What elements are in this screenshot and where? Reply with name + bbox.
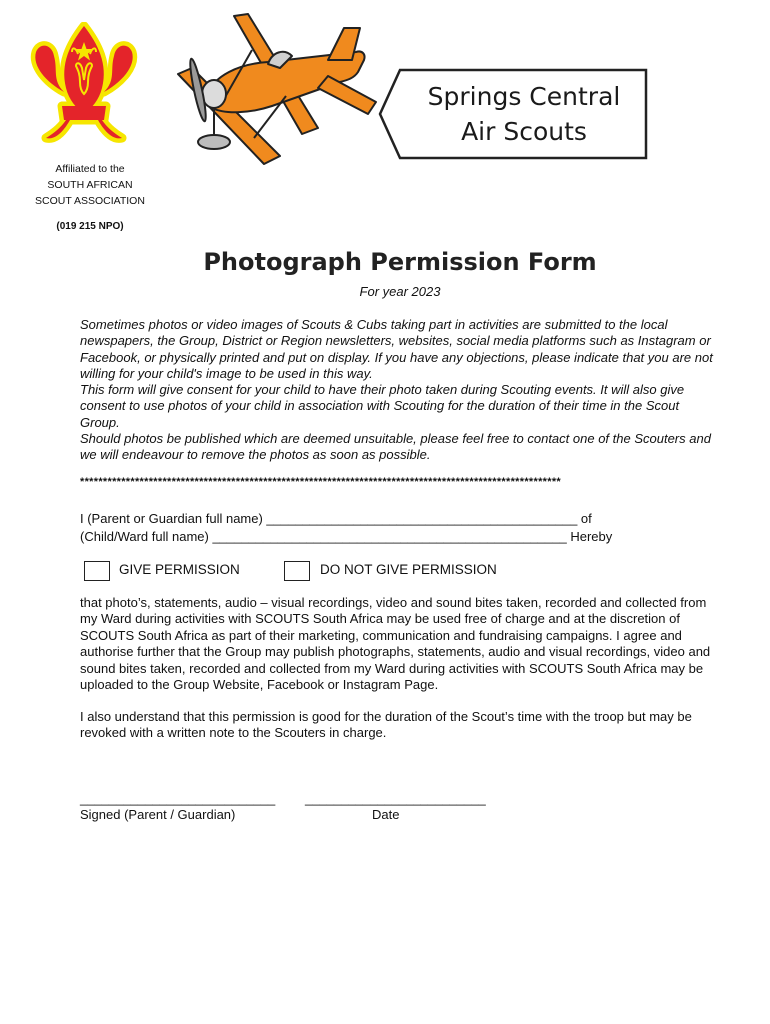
intro-paragraph: Should photos be published which are deemed unsuitable, please feel free to contact one of the Scouters and we will endeavour to remove the photos as soon as possible. <box>80 431 711 463</box>
give-permission-checkbox[interactable] <box>84 561 110 581</box>
signature-label: Signed (Parent / Guardian) <box>80 807 236 822</box>
deny-permission-label: DO NOT GIVE PERMISSION <box>320 562 497 577</box>
signature-field[interactable]: ___________________________ <box>80 791 276 806</box>
consent-paragraph: that photo’s, statements, audio – visual recordings, video and sound bites taken, recorded and collected from my Ward during activities with SCOUTS South Africa may be used free of charge and at the discretion of SCOUTS South Africa as part of their marketing, communication and fundraising campaigns. I agree and authorise further that the Group may publish photographs, statements, audio and visual recordings, video and sound bites taken, recorded and collected from my Ward during activities with SCOUTS South Africa may be uploaded to the Group Website, Facebook or Instagram Page. <box>80 595 711 693</box>
child-name-field[interactable]: (Child/Ward full name) _________________________________________________ Hereby <box>80 529 613 544</box>
fleur-de-lis-icon <box>22 22 147 152</box>
date-label: Date <box>372 807 400 822</box>
club-sign <box>378 68 648 160</box>
affiliation-line-3: SCOUT ASSOCIATION <box>35 195 145 207</box>
deny-permission-checkbox[interactable] <box>284 561 310 581</box>
page-title: Photograph Permission Form <box>203 248 597 276</box>
npo-number: (019 215 NPO) <box>56 221 124 232</box>
separator: ********************************************************************************************************* <box>80 476 561 488</box>
give-permission-label: GIVE PERMISSION <box>119 562 240 577</box>
affiliation-line-2: SOUTH AFRICAN <box>47 179 133 191</box>
sign-line-2: Air Scouts <box>461 117 587 146</box>
sign-line-1: Springs Central <box>427 82 621 111</box>
parent-name-field[interactable]: I (Parent or Guardian full name) ___________________________________________ of <box>80 511 592 526</box>
form-year: For year 2023 <box>359 284 441 299</box>
affiliation-line-1: Affiliated to the <box>55 163 125 175</box>
date-field[interactable]: _________________________ <box>305 791 486 806</box>
intro-paragraph: This form will give consent for your child to have their photo taken during Scouting events. It will also give consent to use photos of your child in association with Scouting for the duration of their time in the Scout Group. <box>80 382 685 430</box>
intro-paragraph: Sometimes photos or video images of Scouts & Cubs taking part in activities are submitted to the local newspapers, the Group, District or Region newsletters, websites, social media platforms such as Instagram or Facebook, or physically printed and put on display. If you have any objections, please indicate that you are not willing for your child's image to be used in this way. <box>80 317 713 382</box>
consent-paragraph: I also understand that this permission is good for the duration of the Scout’s time with the troop but may be revoked with a written note to the Scouters in charge. <box>80 709 692 741</box>
